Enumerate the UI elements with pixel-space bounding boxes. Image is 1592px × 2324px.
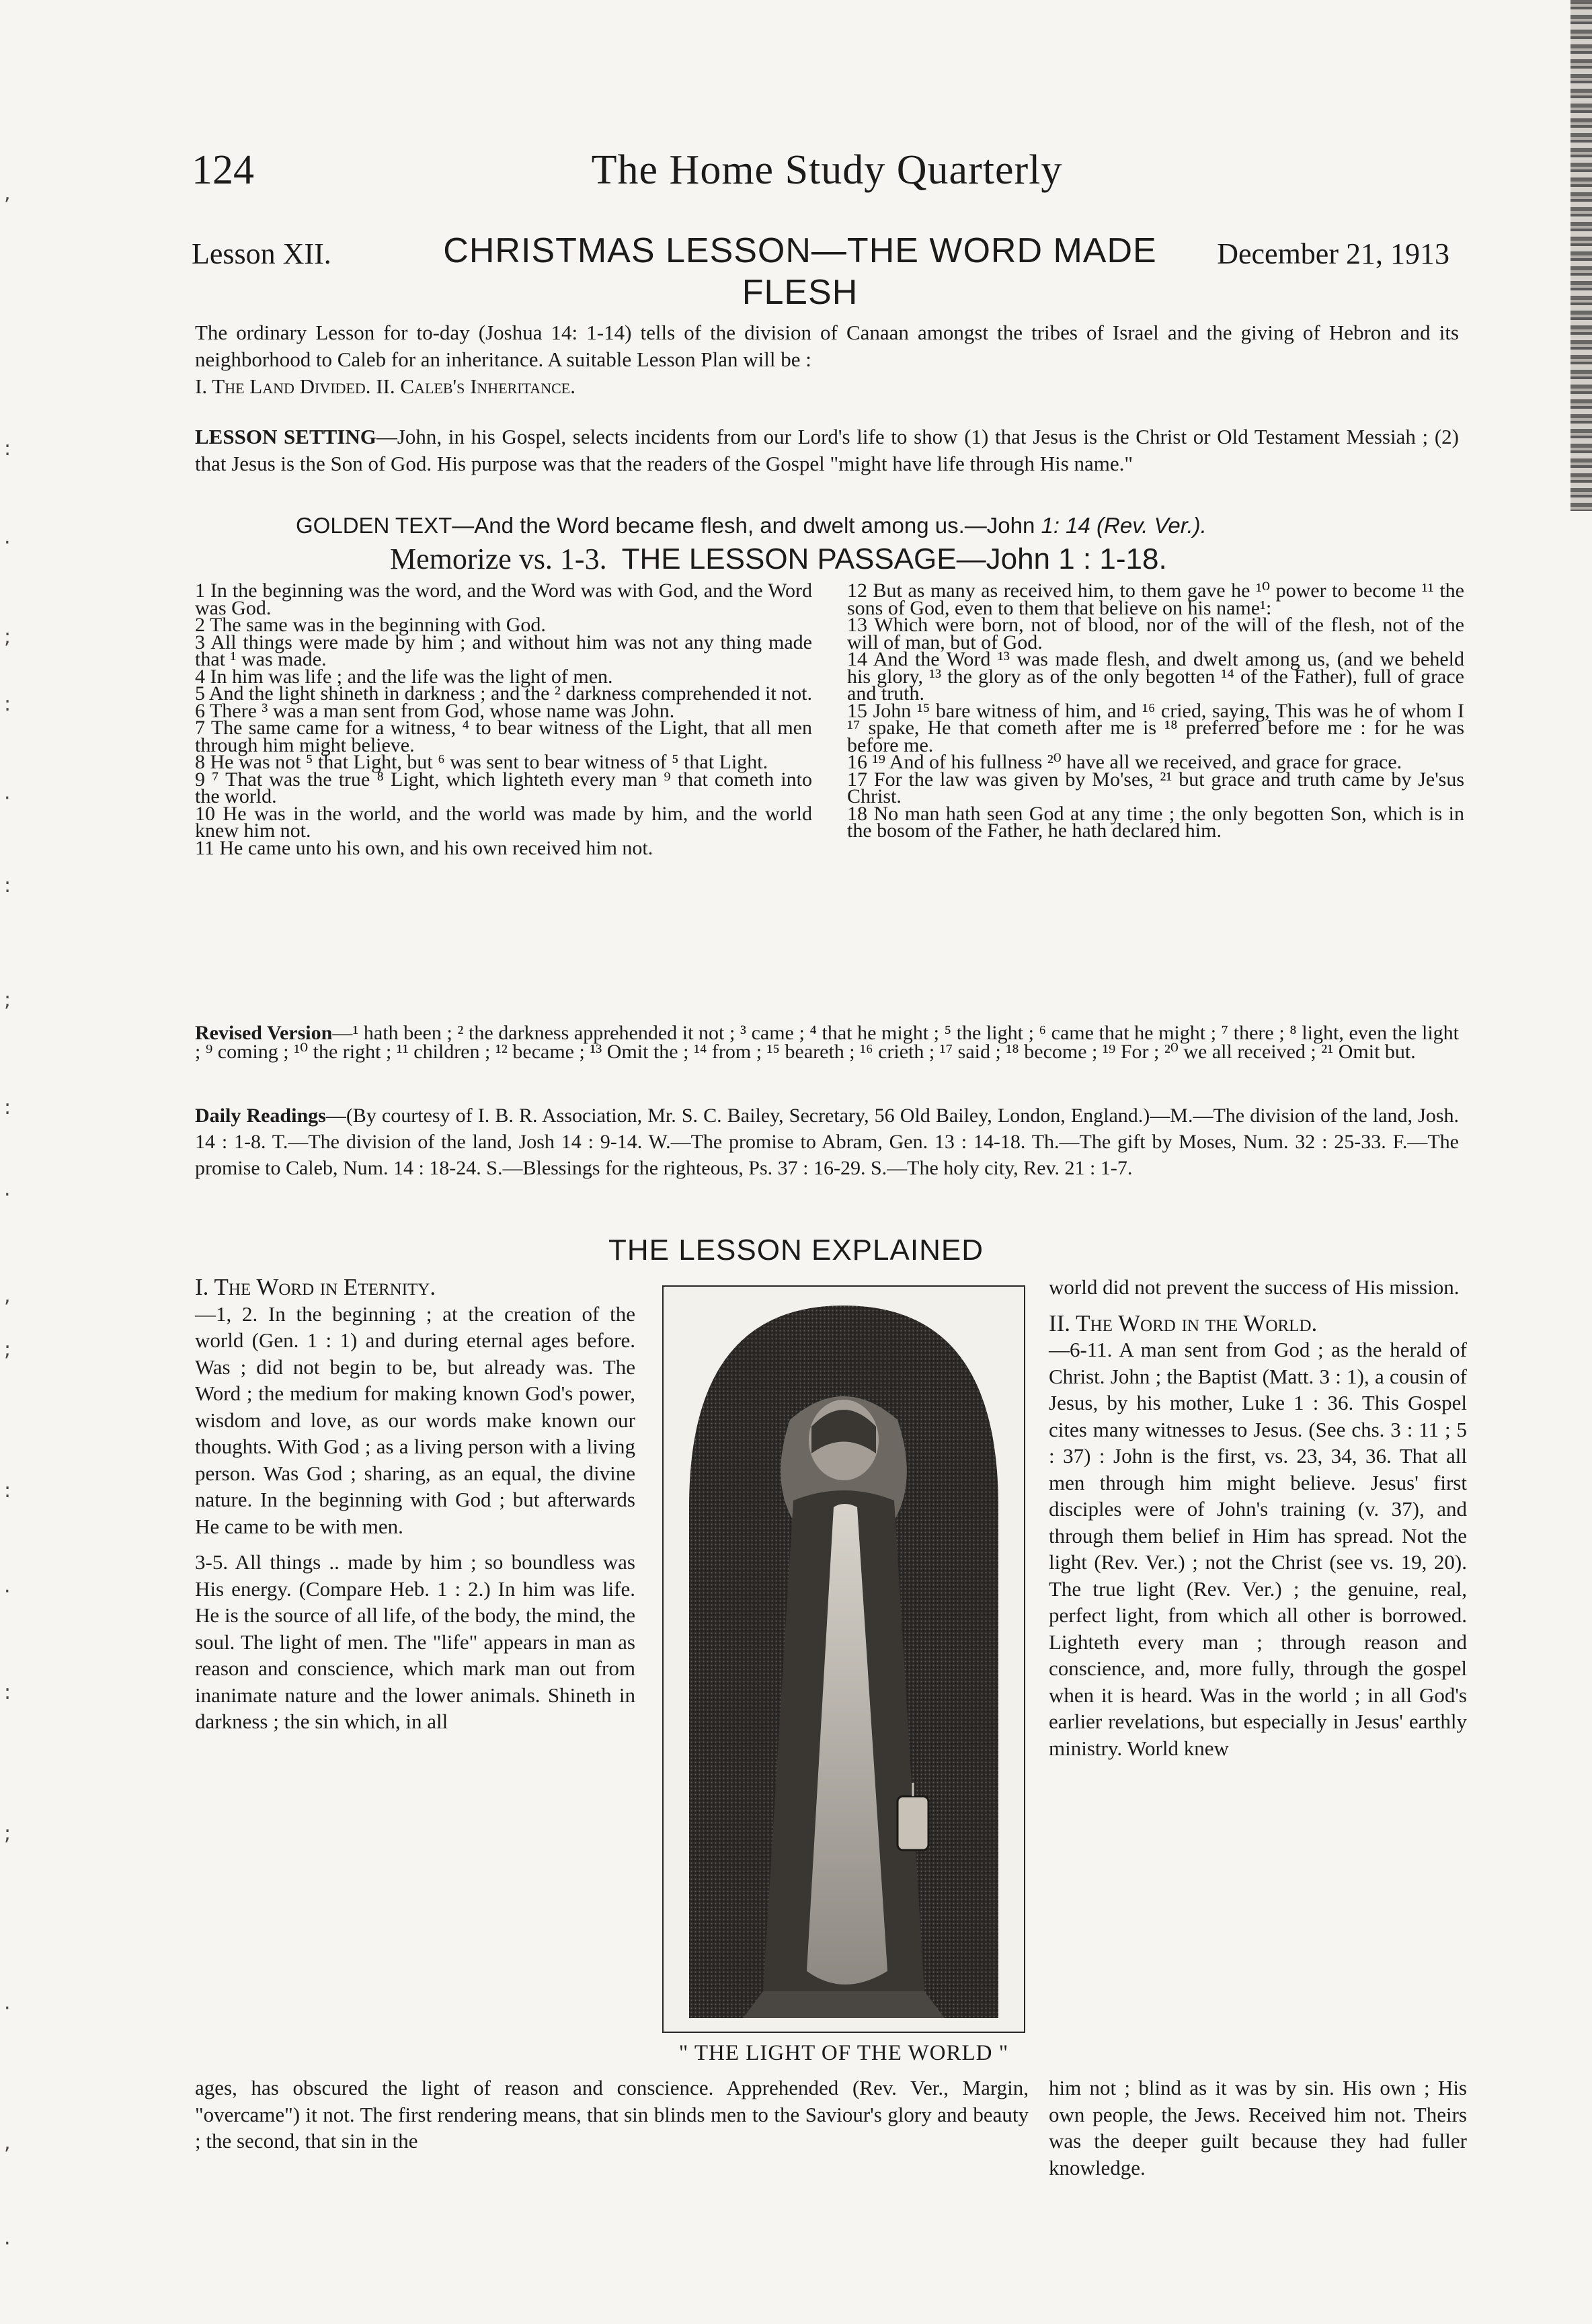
passage-heading bbox=[390, 542, 1264, 576]
verse: 1 In the beginning was the word, and the Word was with God, and the Word was God. bbox=[195, 579, 812, 619]
scan-edge bbox=[1570, 0, 1592, 511]
bottom-left-text: ages, has obscured the light of reason and conscience. Apprehended (Rev. Ver., Margin, "overcame") it not. The first rendering means, that sin blinds men to the Saviour's glory and beauty ; the second, that sin in the bbox=[195, 2076, 1029, 2153]
section-two-paragraph: —6-11. A man sent from God ; as the herald of Christ. John ; the Baptist (Matt. 3 : 1), a cousin of Jesus, by his mother, Luke 1 : 36. This Gospel cites many witnesses to Jesus. (See chs. 3 : 11 ; 5 : 37) : John is the first, vs. 23, 34, 36. That all men through him might believe. Jesus' first disciples were of John's training (v. 37), and through them belief in Him has spread. Not the light (Rev. Ver.) ; not the Christ (see vs. 19, 20). The true light (Rev. Ver.) ; the genuine, real, perfect light, from which all other is borrowed. Lighteth every man ; through reason and conscience, and, more fully, through the gospel when it is heard. Was in the world ; in all God's earlier revelations, but especially in Jesus' earthly ministry. World knew bbox=[1049, 1338, 1467, 1760]
right-paragraph: world did not prevent the success of His mission. bbox=[1049, 1275, 1460, 1299]
revised-text: —¹ hath been ; ² the darkness apprehended it not ; ³ came ; ⁴ that he might ; ⁵ the light ; ⁶ came that he might ; ⁷ there ; ⁸ light, even the light ; ⁹ coming ; ¹⁰ the right ; ¹¹ children ; ¹² became ; ¹³ Omit the ; ¹⁴ from ; ¹⁵ beareth ; ¹⁶ crieth ; ¹⁷ said ; ¹⁸ become ; ¹⁹ For ; ²⁰ we all received ; ²¹ Omit but. bbox=[195, 1022, 1460, 1063]
lesson-title: CHRISTMAS LESSON—THE WORD MADE FLESH bbox=[443, 231, 1157, 312]
verses-right-column bbox=[847, 579, 1464, 842]
verse: 11 He came unto his own, and his own received him not. bbox=[195, 836, 653, 859]
verse: 4 In him was life ; and the life was the light of men. bbox=[195, 665, 613, 688]
verse: 13 Which were born, not of blood, nor of the will of the flesh, not of the will of man, but of God. bbox=[847, 614, 1464, 653]
page-number: 124 bbox=[192, 147, 254, 193]
verse: 12 But as many as received him, to them gave he ¹⁰ power to become ¹¹ the sons of God, even to them that believe on his name¹: bbox=[847, 579, 1464, 619]
section-one-heading: I. The Word in Eternity. bbox=[195, 1274, 436, 1300]
verse: 3 All things were made by him ; and without him was not any thing made that ¹ was made. bbox=[195, 631, 812, 670]
verse: 14 And the Word ¹³ was made flesh, and dwelt among us, (and we beheld his glory, ¹³ the glory as of the only begotten ¹⁴ of the Father), full of grace and truth. bbox=[847, 648, 1464, 705]
golden-text-ref: 1: 14 (Rev. Ver.). bbox=[1041, 513, 1207, 538]
verse: 17 For the law was given by Mo'ses, ²¹ but grace and truth came by Je'sus Christ. bbox=[847, 768, 1464, 807]
verse: 16 ¹⁹ And of his fullness ²⁰ have all we received, and grace for grace. bbox=[847, 751, 1402, 773]
setting-text: —John, in his Gospel, selects incidents from our Lord's life to show (1) that Jesus is the Christ or Old Testament Messiah ; (2) that Jesus is the Son of God. His purpose was that the readers of the Gospel "might have life through His name." bbox=[195, 425, 1459, 475]
verse: 8 He was not ⁵ that Light, but ⁶ was sent to bear witness of ⁵ that Light. bbox=[195, 751, 768, 773]
revised-label: Revised Version bbox=[195, 1022, 333, 1044]
golden-text bbox=[296, 512, 1439, 539]
section-one-paragraph-2: 3-5. All things .. made by him ; so boundless was His energy. (Compare Heb. 1 : 2.) In him was life. He is the source of all life, of the body, the mind, the soul. The light of men. The "life" appears in man as reason and conscience, which mark man out from inanimate nature and the lower animals. Shineth in darkness ; the sin which, in all bbox=[195, 1550, 635, 1733]
bottom-right-text: him not ; blind as it was by sin. His own ; His own people, the Jews. Received him not. Theirs was the deeper guilt because they had fuller knowledge. bbox=[1049, 2076, 1467, 2179]
intro-text: The ordinary Lesson for to-day (Joshua 14: 1-14) tells of the division of Canaan amongst the tribes of Israel and the giving of Hebron and its neighborhood to Caleb for an inheritance. A suitable Lesson Plan will be : bbox=[195, 321, 1459, 371]
verse: 7 The same came for a witness, ⁴ to bear witness of the Light, that all men through him might believe. bbox=[195, 717, 812, 756]
revised-version-notes bbox=[195, 1024, 1459, 1061]
verse: 5 And the light shineth in darkness ; and the ² darkness comprehended it not. bbox=[195, 682, 812, 705]
explained-heading: THE LESSON EXPLAINED bbox=[608, 1234, 984, 1267]
golden-text-body: GOLDEN TEXT—And the Word became flesh, and dwelt among us.—John bbox=[296, 513, 1041, 538]
illustration-frame bbox=[662, 1285, 1025, 2033]
page-header bbox=[192, 147, 1462, 207]
verse: 10 He was in the world, and the world was made by him, and the world knew him not. bbox=[195, 802, 812, 842]
light-of-the-world-illustration bbox=[662, 1285, 1025, 2033]
verse: 15 John ¹⁵ bare witness of him, and ¹⁶ cried, saying, This was he of whom I ¹⁷ spake, He that cometh after me is ¹⁸ preferred before me : for he was before me. bbox=[847, 699, 1464, 756]
lesson-plan: I. The Land Divided. II. Caleb's Inheritance. bbox=[195, 374, 575, 398]
illustration-caption: " THE LIGHT OF THE WORLD " bbox=[678, 2041, 1009, 2065]
running-title: The Home Study Quarterly bbox=[591, 147, 1063, 193]
daily-label: Daily Readings bbox=[195, 1105, 326, 1127]
section-two-heading: II. The Word in the World. bbox=[1049, 1310, 1318, 1336]
verses-left-column bbox=[195, 579, 812, 859]
intro-paragraph bbox=[195, 319, 1459, 400]
verse: 6 There ³ was a man sent from God, whose name was John. bbox=[195, 699, 675, 722]
verse: 2 The same was in the beginning with God. bbox=[195, 614, 546, 636]
memorize-note: Memorize vs. 1-3. bbox=[390, 543, 607, 575]
section-one-paragraph: —1, 2. In the beginning ; at the creation of the world (Gen. 1 : 1) and during eternal ages before. Was ; did not begin to be, but already was. The Word ; the medium for making known God's power, wisdom and love, as our words make known our thoughts. With God ; as a living person with a living person. Was God ; sharing, as an equal, the divine nature. In the beginning with God ; but afterwards He came to be with men. bbox=[195, 1301, 635, 1538]
lesson-setting bbox=[195, 424, 1459, 477]
passage-title: THE LESSON PASSAGE—John 1 : 1-18. bbox=[621, 543, 1167, 575]
daily-text: —(By courtesy of I. B. R. Association, Mr. S. C. Bailey, Secretary, 56 Old Bailey, London, England.)—M.—The division of the land, Josh. 14 : 1-8. T.—The division of the land, Josh 14 : 9-14. W.—The promise to Abram, Gen. 13 : 14-18. Th.—The gift by Moses, Num. 32 : 25-33. F.—The promise to Caleb, Num. 14 : 18-24. S.—Blessings for the righteous, Ps. 37 : 16-29. S.—The holy city, Rev. 21 : 1-7. bbox=[195, 1105, 1459, 1179]
explanation-left-column bbox=[195, 1274, 635, 1735]
explanation-right-column bbox=[1049, 1274, 1467, 1761]
scan-margin-specks: , : · ; : · : ; : · , ; : · : ; · , · bbox=[4, 182, 11, 2255]
daily-readings bbox=[195, 1103, 1459, 1181]
verse: 18 No man hath seen God at any time ; the only begotten Son, which is in the bosom of the Father, he hath declared him. bbox=[847, 802, 1464, 842]
lesson-number: Lesson XII. bbox=[192, 237, 331, 270]
setting-label: LESSON SETTING bbox=[195, 425, 376, 448]
verse: 9 ⁷ That was the true ⁸ Light, which lighteth every man ⁹ that cometh into the world. bbox=[195, 768, 812, 807]
lesson-date: December 21, 1913 bbox=[1217, 237, 1449, 270]
